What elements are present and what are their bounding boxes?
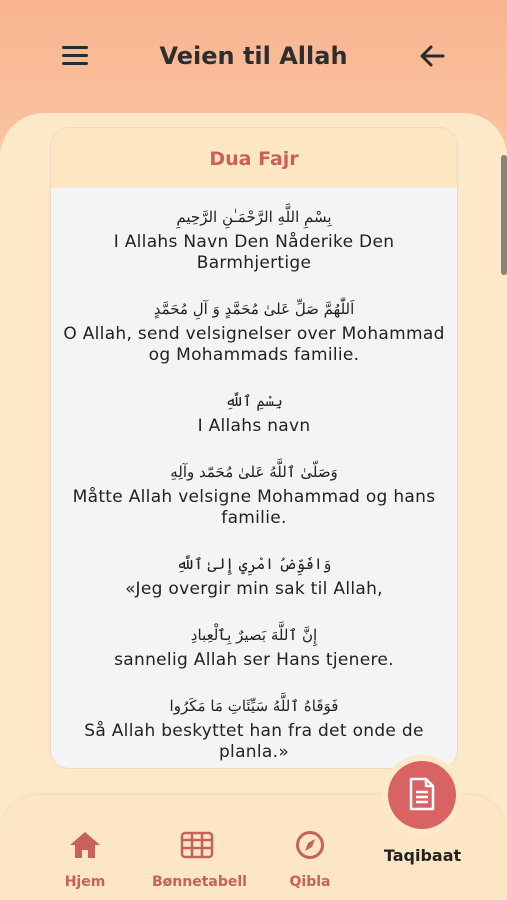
scrollbar[interactable]	[501, 155, 507, 275]
verse-item	[51, 553, 457, 600]
compass-icon	[293, 830, 327, 860]
verse-item	[51, 461, 457, 529]
nav-label: Hjem	[64, 874, 106, 890]
verse-item	[51, 206, 457, 274]
verse-arabic: وَصَلّىٰ ٱللَّهُ عَلىٰ مُحَمّد وآلِهِ	[170, 463, 338, 481]
verse-translation: I Allahs navn	[197, 416, 311, 436]
verse-arabic: فَوَقَاهُ ٱللَّهُ سَيِّئَاتِ مَا مَكَرُوا	[169, 697, 339, 715]
verse-translation: I Allahs Navn Den Nåderike Den Barmhjertige	[113, 232, 395, 273]
document-icon	[408, 777, 436, 811]
home-icon	[68, 830, 102, 860]
nav-item-bonnetabell[interactable]	[152, 830, 247, 890]
verse-item	[51, 624, 457, 671]
verse-arabic: بِسْمِ ٱللَّهِ	[225, 392, 283, 410]
verse-item	[51, 390, 457, 437]
verse-translation: Måtte Allah velsigne Mohammad og hans familie.	[72, 487, 436, 528]
nav-label: Qibla	[289, 874, 331, 890]
nav-label: Bønnetabell	[152, 874, 247, 890]
verse-item	[51, 695, 457, 763]
dua-card	[51, 128, 457, 768]
nav-label-active[interactable]: Taqibaat	[383, 846, 462, 865]
verse-arabic: اَللّٰهُمَّ صَلِّ عَلىٰ مُحَمَّدٍ وَ آلِ مُحَمَّدٍ	[153, 300, 355, 318]
taqibaat-fab[interactable]	[388, 761, 456, 829]
verse-translation: sannelig Allah ser Hans tjenere.	[114, 650, 394, 670]
verse-item	[51, 298, 457, 366]
verse-arabic: إِنَّ ٱللَّهَ بَصيرٌ بِٱلْعِبادِ	[190, 626, 318, 644]
verse-arabic: بِسْمِ اللَّهِ الرَّحْمَـٰنِ الرَّحِيمِ	[176, 208, 332, 226]
verse-translation: «Jeg overgir min sak til Allah,	[125, 579, 383, 599]
back-arrow-icon[interactable]	[418, 42, 446, 70]
calendar-grid-icon	[180, 830, 214, 860]
nav-item-qibla[interactable]	[265, 830, 355, 890]
card-title: Dua Fajr	[51, 128, 457, 188]
verse-list[interactable]	[51, 188, 457, 763]
nav-item-hjem[interactable]	[40, 830, 130, 890]
verse-arabic: وَافَوِّضُ امْرِي إِلىٰ ٱللَّهِ	[176, 555, 332, 573]
page-title: Veien til Allah	[159, 42, 348, 70]
verse-translation: O Allah, send velsignelser over Mohammad og Mohammads familie.	[63, 324, 445, 365]
verse-translation: Så Allah beskyttet han fra det onde de planla.»	[84, 721, 424, 762]
